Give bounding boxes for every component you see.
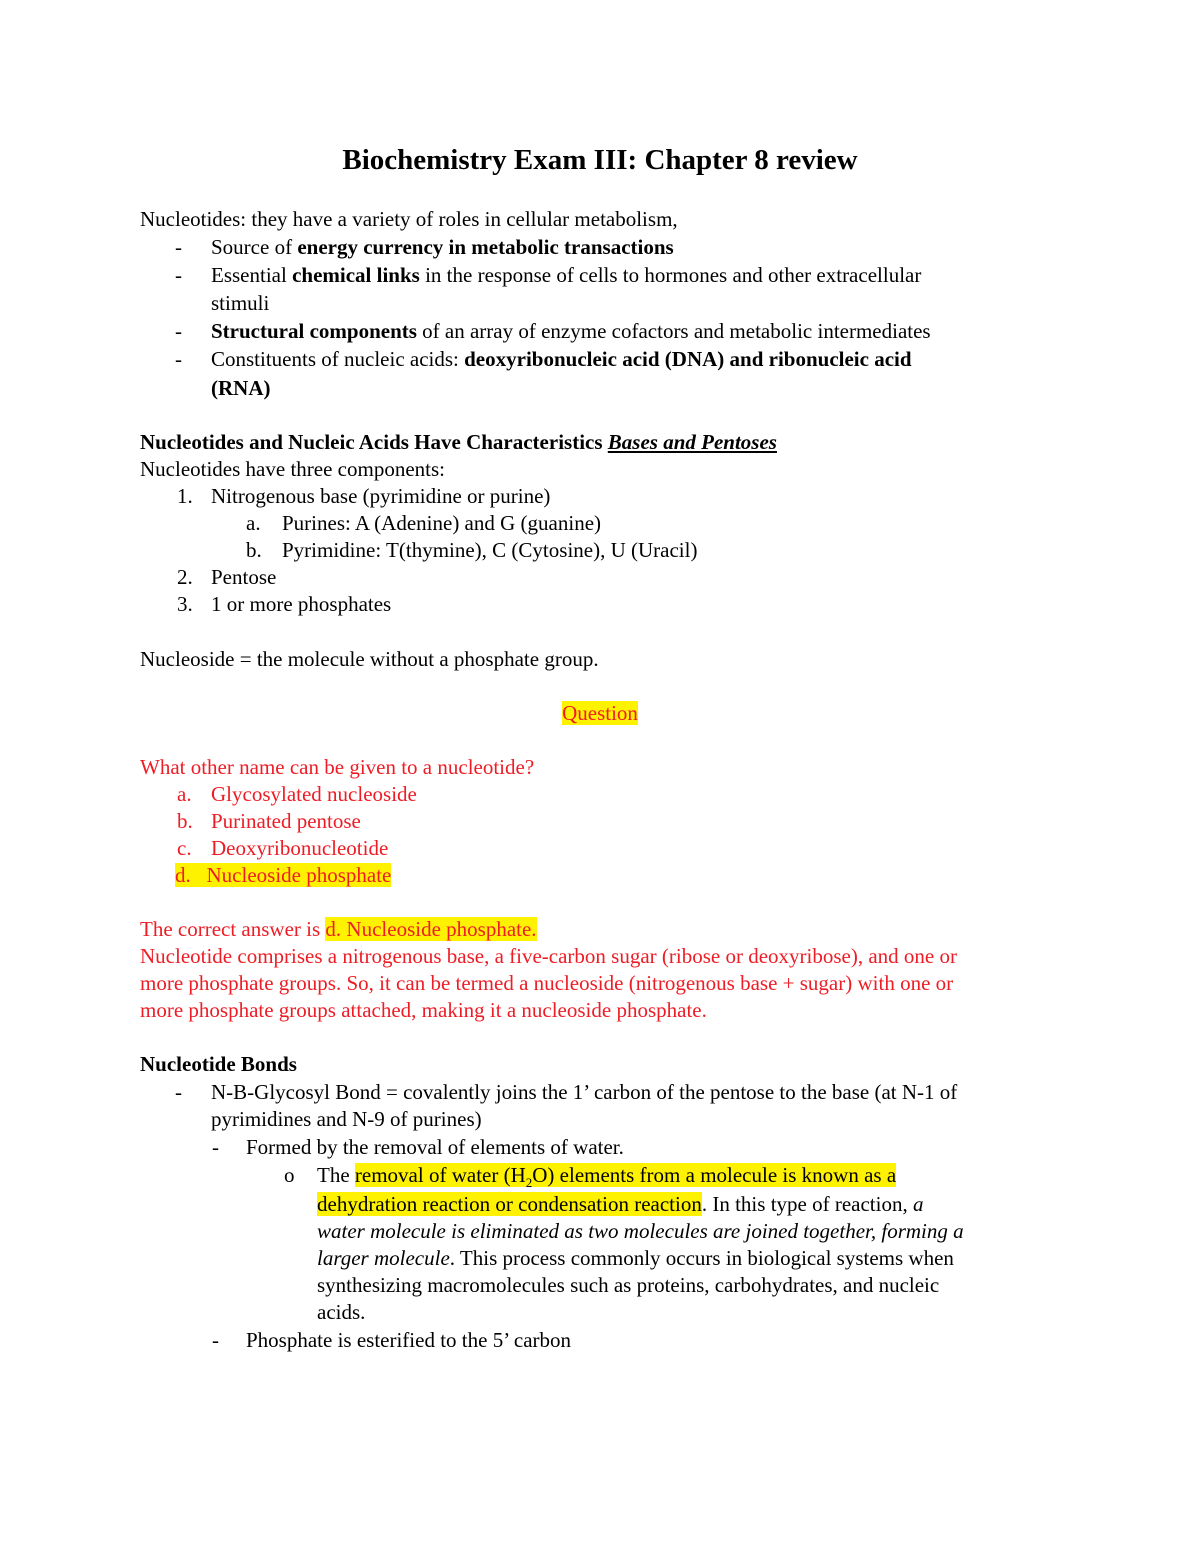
explanation-line: more phosphate groups attached, making it a nucleoside phosphate. [140,998,707,1022]
intro-bullet-1: Source of energy currency in metabolic transactions [211,235,674,259]
bullet-dash: - [212,1135,219,1159]
section-heading: Nucleotides and Nucleic Acids Have Characteristics Bases and Pentoses [140,430,777,454]
phosphate-line: Phosphate is esterified to the 5’ carbon [246,1328,572,1352]
explanation-line: Nucleotide comprises a nitrogenous base, a five-carbon sugar (ribose or deoxyribose), and one or [140,944,957,968]
option-a: Glycosylated nucleoside [211,782,417,806]
bullet-dash: - [175,235,182,259]
answer-line: The correct answer is d. Nucleoside phosphate. [140,917,537,941]
bullet-dash: - [212,1328,219,1352]
glycosyl-line: pyrimidines and N-9 of purines) [211,1107,482,1131]
section-lead: Nucleotides have three components: [140,457,445,481]
intro-bullet-3: Structural components of an array of enzyme cofactors and metabolic intermediates [211,319,931,343]
intro-bullet-4: Constituents of nucleic acids: deoxyribonucleic acid (DNA) and ribonucleic acid [211,347,912,371]
list-marker: 2. [177,565,193,589]
glycosyl-line: N-B-Glycosyl Bond = covalently joins the 1’ carbon of the pentose to the base (at N-1 of [211,1080,958,1104]
bonds-heading: Nucleotide Bonds [140,1052,297,1076]
dehydration-line-1: The removal of water $(H_2O)$ elements from a molecule is known as a [317,1163,897,1191]
option-d-highlight: d. Nucleoside phosphate [175,863,392,887]
list-marker: 3. [177,592,193,616]
dehydration-line-4: larger molecule. This process commonly occurs in biological systems when [317,1246,954,1270]
sub-bullet-marker: o [284,1163,295,1187]
question-label-row [0,700,1200,727]
intro-bullet-4-cont: (RNA) [211,376,271,400]
bullet-dash: - [175,1080,182,1104]
intro-lead: Nucleotides: they have a variety of roles in cellular metabolism, [140,207,678,231]
option-marker: c. [177,836,192,860]
intro-bullet-2-cont: stimuli [211,291,270,315]
option-marker: a. [177,782,192,806]
option-c: Deoxyribonucleotide [211,836,389,860]
option-marker: b. [177,809,193,833]
bullet-dash: - [175,319,182,343]
list-item: Pentose [211,565,277,589]
question-label: Question [562,701,638,725]
list-marker: a. [246,511,261,535]
dehydration-line-5: synthesizing macromolecules such as proteins, carbohydrates, and nucleic [317,1273,940,1297]
formed-line: Formed by the removal of elements of water. [246,1135,624,1159]
option-d [175,862,391,889]
list-item: Purines: A (Adenine) and G (guanine) [282,511,602,535]
explanation-line: more phosphate groups. So, it can be termed a nucleoside (nitrogenous base + sugar) with one or [140,971,954,995]
list-marker: 1. [177,484,193,508]
nucleoside-definition: Nucleoside = the molecule without a phosphate group. [140,647,599,671]
dehydration-line-3: water molecule is eliminated as two molecules are joined together, forming a [317,1219,964,1243]
dehydration-line-2: dehydration reaction or condensation reaction. In this type of reaction, a [317,1192,924,1216]
list-item: 1 or more phosphates [211,592,392,616]
bullet-dash: - [175,263,182,287]
dehydration-line-6: acids. [317,1300,366,1324]
list-item: Pyrimidine: T(thymine), C (Cytosine), U (Uracil) [282,538,698,562]
list-item: Nitrogenous base (pyrimidine or purine) [211,484,551,508]
option-b: Purinated pentose [211,809,361,833]
bullet-dash: - [175,347,182,371]
list-marker: b. [246,538,262,562]
page-title: Biochemistry Exam III: Chapter 8 review [342,144,858,176]
question-prompt: What other name can be given to a nucleotide? [140,755,535,779]
intro-bullet-2: Essential chemical links in the response of cells to hormones and other extracellular [211,263,922,287]
